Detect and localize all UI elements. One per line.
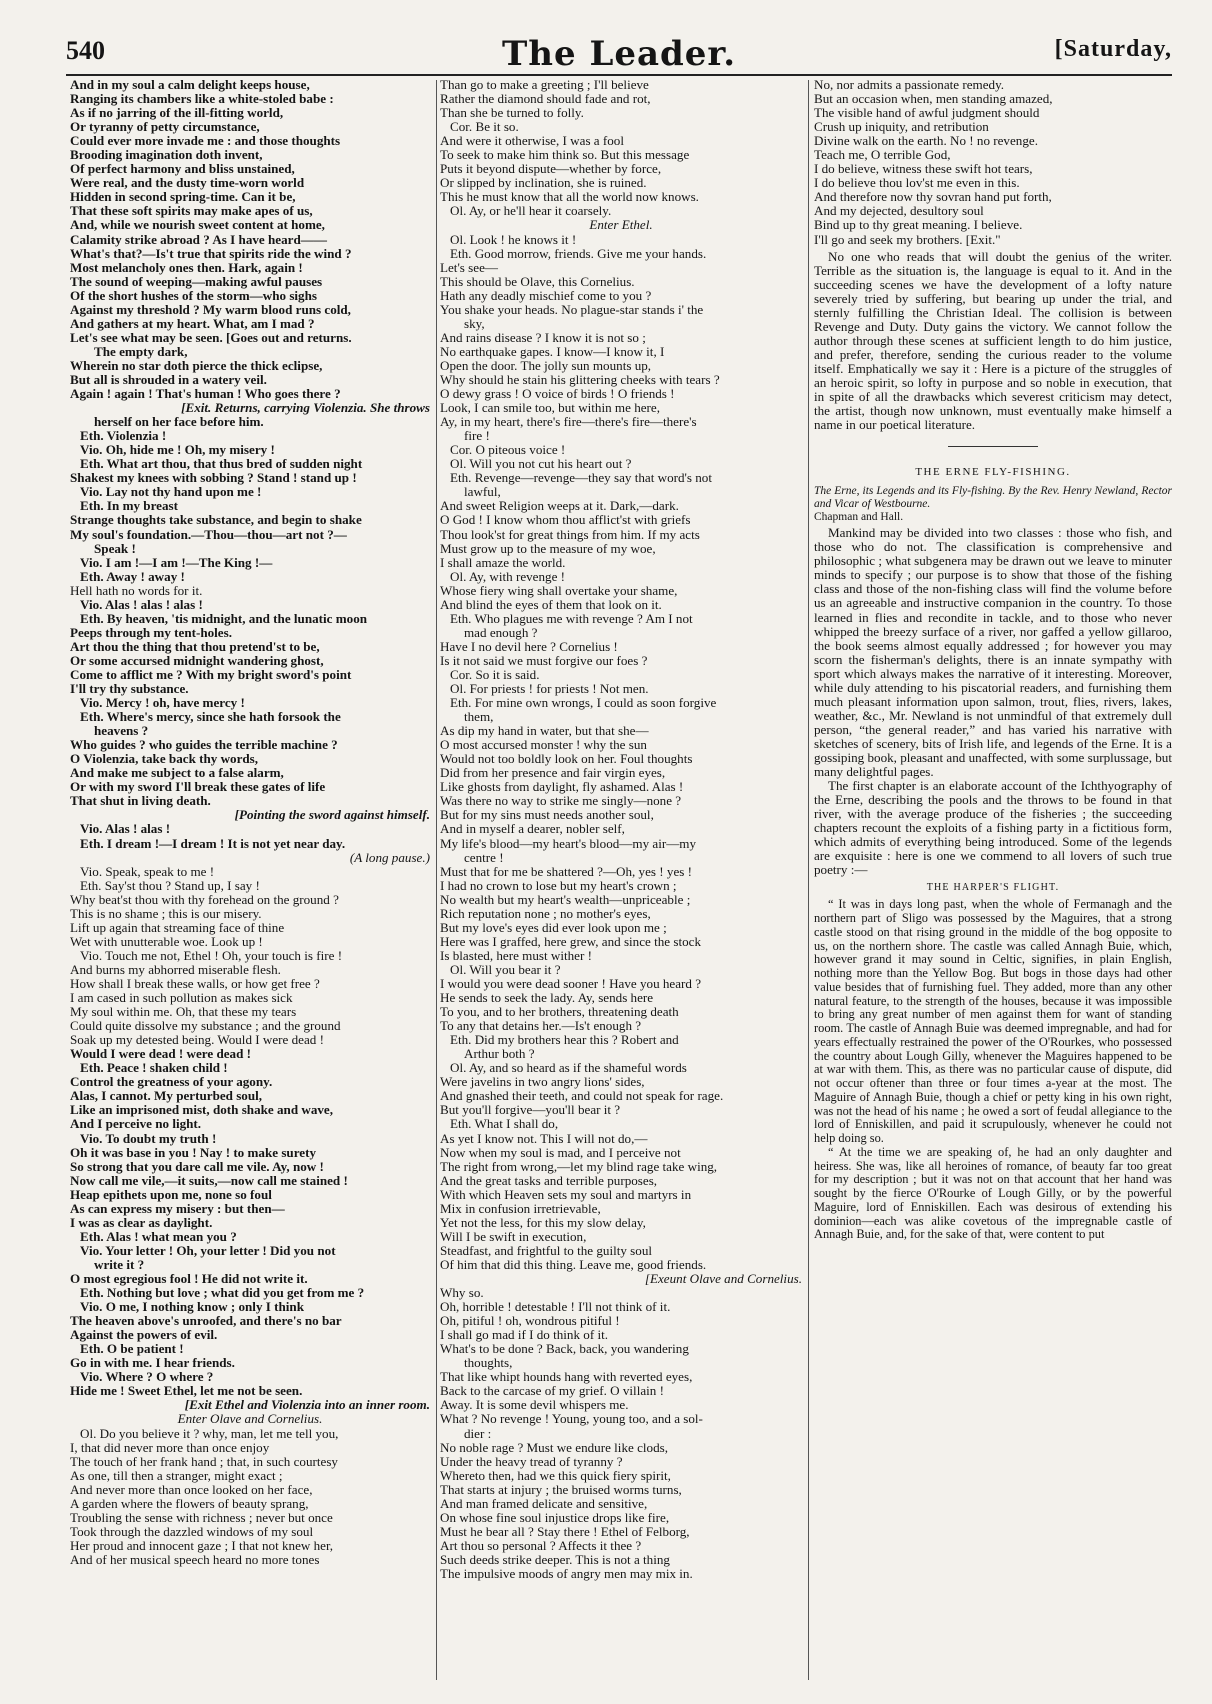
verse-line: The heaven above's unroofed, and there's no bar bbox=[70, 1314, 342, 1329]
verse-line: No earthquake gapes. I know—I know it, I bbox=[440, 344, 665, 359]
verse-line: Of him that did this thing. Leave me, good friends. bbox=[440, 1257, 707, 1272]
verse-line: dier : bbox=[464, 1426, 492, 1441]
verse-line: them, bbox=[464, 710, 494, 725]
verse-line: This is no shame ; this is our misery. bbox=[70, 906, 262, 921]
verse-line: As can express my misery : but then— bbox=[70, 1201, 285, 1216]
verse-line: But you'll forgive—you'll bear it ? bbox=[440, 1103, 621, 1118]
verse-line: Bind up to thy great meaning. I believe. bbox=[814, 218, 1023, 233]
verse-line: mad enough ? bbox=[464, 625, 538, 640]
verse-line: Or with my sword I'll break these gates of life bbox=[70, 780, 326, 795]
verse-line: I'll try thy substance. bbox=[70, 682, 189, 697]
verse-line: Ay, in my heart, there's fire—there's fire—there's bbox=[440, 415, 697, 430]
verse-line: I do believe thou lov'st me even in this. bbox=[814, 176, 1020, 191]
verse-line: Eth. Who plagues me with revenge ? Am I not bbox=[450, 611, 693, 626]
verse-line: That like whipt hounds hang with reverted eyes, bbox=[440, 1370, 693, 1385]
verse-line: Eth. What art thou, that thus bred of sudden night bbox=[80, 457, 363, 472]
verse-line: O most accursed monster ! why the sun bbox=[440, 738, 647, 753]
verse-line: Against my threshold ? My warm blood runs cold, bbox=[70, 302, 351, 317]
verse-line: Were real, and the dusty time-worn world bbox=[70, 176, 305, 191]
verse-line: Eth. Alas ! what mean you ? bbox=[80, 1229, 237, 1244]
verse-line: Eth. For mine own wrongs, I could as soon forgive bbox=[450, 696, 717, 711]
verse-line: But an occasion when, men standing amazed, bbox=[814, 92, 1053, 107]
verse-line: Vio. I am !—I am !—The King !— bbox=[80, 555, 273, 570]
verse-line: Vio. Mercy ! oh, have mercy ! bbox=[80, 696, 245, 711]
verse-line: Come to afflict me ? With my bright sword's point bbox=[70, 667, 352, 682]
verse-line: I do believe, witness these swift hot tears, bbox=[814, 162, 1033, 177]
verse-line: Must that for me be shattered ?—Oh, yes ! yes ! bbox=[440, 864, 692, 879]
verse-line: As one, till then a stranger, might exact ; bbox=[70, 1468, 283, 1483]
verse-line: Eth. What I shall do, bbox=[450, 1117, 559, 1132]
column-middle-verse bbox=[440, 78, 802, 1581]
verse-line: Oh it was base in you ! Nay ! to make surety bbox=[70, 1145, 316, 1160]
verse-line: O Violenzia, take back thy words, bbox=[70, 752, 259, 767]
verse-line: Ol. Will you bear it ? bbox=[450, 962, 561, 977]
verse-line: write it ? bbox=[94, 1257, 145, 1272]
verse-line: And blind the eyes of them that look on it. bbox=[440, 597, 662, 612]
verse-line: The visible hand of awful judgment should bbox=[814, 106, 1040, 121]
verse-line: Have I no devil here ? Cornelius ! bbox=[440, 639, 618, 654]
verse-line: Vio. Alas ! alas ! bbox=[80, 822, 171, 837]
verse-line: Troubling the sense with richness ; never but once bbox=[70, 1510, 333, 1525]
verse-line: Would I were dead ! were dead ! bbox=[70, 1047, 252, 1062]
section-divider bbox=[948, 446, 1038, 447]
verse-line: And never more than once looked on her face, bbox=[70, 1482, 313, 1497]
verse-line: Peeps through my tent-holes. bbox=[70, 625, 232, 640]
verse-line: But my love's eyes did ever look upon me ; bbox=[440, 920, 667, 935]
verse-line: Vio. Your letter ! Oh, your letter ! Did you not bbox=[80, 1243, 336, 1258]
verse-line: Vio. Where ? O where ? bbox=[80, 1370, 214, 1385]
verse-line: I had no crown to lose but my heart's crown ; bbox=[440, 878, 677, 893]
verse-line: Let's see what may be seen. [Goes out and returns. bbox=[70, 330, 352, 345]
verse-line: And the great tasks and terrible purposes, bbox=[440, 1173, 658, 1188]
verse-line: That shut in living death. bbox=[70, 794, 211, 809]
verse-line: But for my sins must needs another soul, bbox=[440, 808, 654, 823]
verse-line: Strange thoughts take substance, and begin to shake bbox=[70, 513, 362, 528]
verse-line: fire ! bbox=[464, 429, 490, 444]
verse-line: Eth. Nothing but love ; what did you get from me ? bbox=[80, 1286, 365, 1301]
verse-line: Eth. I dream !—I dream ! It is not yet near day. bbox=[80, 836, 346, 851]
verse-line: I shall go mad if I do think of it. bbox=[440, 1328, 609, 1343]
verse-line: centre ! bbox=[464, 850, 504, 865]
verse-line: Wet with unutterable woe. Look up ! bbox=[70, 934, 263, 949]
verse-line: To any that detains her.—Is't enough ? bbox=[440, 1019, 642, 1034]
verse-line: Of the short hushes of the storm—who sighs bbox=[70, 288, 317, 303]
verse-line: Wherein no star doth pierce the thick eclipse, bbox=[70, 358, 323, 373]
verse-line: Vio. Oh, hide me ! Oh, my misery ! bbox=[80, 443, 275, 458]
verse-line: Why should he stain his glittering cheeks with tears ? bbox=[440, 372, 720, 387]
verse-conclusion bbox=[814, 78, 1172, 247]
verse-line: Is blasted, here must wither ! bbox=[440, 948, 592, 963]
verse-line: And gnashed their teeth, and could not speak for rage. bbox=[440, 1089, 724, 1104]
verse-line: And therefore now thy sovran hand put forth, bbox=[814, 190, 1052, 205]
verse-line: To you, and to her brothers, threatening death bbox=[440, 1005, 679, 1020]
verse-line: This should be Olave, this Cornelius. bbox=[440, 274, 635, 289]
verse-line: The sound of weeping—making awful pauses bbox=[70, 274, 323, 289]
verse-line: Vio. Speak, speak to me ! bbox=[80, 864, 215, 879]
verse-line: Eth. Revenge—revenge—they say that word's not bbox=[450, 471, 712, 486]
verse-line: Was there no way to strike me singly—none ? bbox=[440, 794, 682, 809]
verse-line: Against the powers of evil. bbox=[70, 1328, 218, 1343]
verse-line: And of her musical speech heard no more tones bbox=[70, 1552, 320, 1567]
verse-line: Calamity strike abroad ? As I have heard—— bbox=[70, 232, 327, 247]
masthead-title: The Leader. bbox=[501, 34, 737, 74]
verse-line: Were javelins in two angry lions' sides, bbox=[440, 1075, 645, 1090]
verse-line: O most egregious fool ! He did not write it. bbox=[70, 1271, 308, 1286]
verse-line: To seek to make him think so. But this message bbox=[440, 148, 690, 163]
verse-line: Or tyranny of petty circumstance, bbox=[70, 120, 260, 135]
verse-line: Eth. Good morrow, friends. Give me your hands. bbox=[450, 246, 707, 261]
verse-line: Steadfast, and frightful to the guilty soul bbox=[440, 1243, 653, 1258]
verse-line: Vio. To doubt my truth ! bbox=[80, 1131, 217, 1146]
verse-line: Hell hath no words for it. bbox=[70, 583, 203, 598]
verse-line: thoughts, bbox=[464, 1356, 513, 1371]
verse-line: Arthur both ? bbox=[464, 1047, 535, 1062]
verse-line: So strong that you dare call me vile. Ay, now ! bbox=[70, 1159, 324, 1174]
verse-line: Alas, I cannot. My perturbed soul, bbox=[70, 1089, 263, 1104]
verse-line: What's that?—Is't true that spirits ride the wind ? bbox=[70, 246, 352, 261]
verse-line: Speak ! bbox=[94, 541, 136, 556]
verse-line: The impulsive moods of angry men may mix in. bbox=[440, 1566, 693, 1581]
review-paragraph: No one who reads that will doubt the genius of the writer. Terrible as the situation is, the language is equal to it. And in the succeeding scenes we have the development of a lofty nature severely tried by suffering, but bearing up under the trial, and sternly fulfilling the Christian Ideal. The collision is between Revenge and Duty. Duty gains the victory. We cannot follow the author through these scenes at sufficient length to do him justice, and prefer, therefore, sending the curious reader to the volume itself. Emphatically we say it : Here is a picture of the struggles of an heroic spirit, so lofty in purpose and so noble in execution, that in spite of all the drawbacks which severest criticism may detect, the artist, though now unknown, must eventually make himself a name in our poetical literature. bbox=[814, 248, 1172, 433]
verse-line: Cor. So it is said. bbox=[450, 667, 540, 682]
verse-line: And, while we nourish sweet content at home, bbox=[70, 218, 325, 233]
verse-line: O dewy grass ! O voice of birds ! O friends ! bbox=[440, 387, 675, 402]
verse-line: With which Heaven sets my soul and martyrs in bbox=[440, 1187, 692, 1202]
verse-line: Could quite dissolve my substance ; and the ground bbox=[70, 1019, 341, 1034]
verse-line: herself on her face before him. bbox=[94, 415, 264, 430]
verse-line: The touch of her frank hand ; that, in such courtesy bbox=[70, 1454, 338, 1469]
column-divider-1 bbox=[436, 80, 437, 1680]
verse-line: What ? No revenge ! Young, young too, and a sol- bbox=[440, 1412, 703, 1427]
verse-line: I'll go and seek my brothers. [Exit." bbox=[814, 232, 1001, 247]
verse-line: Look, I can smile too, but within me here, bbox=[440, 401, 660, 416]
verse-line: Divine walk on the earth. No ! no revenge. bbox=[814, 134, 1038, 149]
verse-line: Like ghosts from daylight, fly ashamed. Alas ! bbox=[440, 780, 684, 795]
verse-line: Back to the carcase of my grief. O villain ! bbox=[440, 1384, 664, 1399]
verse-line: Mix in confusion irretrievable, bbox=[440, 1201, 601, 1216]
verse-line: (A long pause.) bbox=[349, 850, 430, 865]
verse-line: Eth. Say'st thou ? Stand up, I say ! bbox=[80, 878, 260, 893]
verse-line: Did from her presence and fair virgin eyes, bbox=[440, 766, 666, 781]
verse-line: Open the door. The jolly sun mounts up, bbox=[440, 358, 652, 373]
legend-paragraph-2: “ At the time we are speaking of, he had an only daughter and heiress. She was, like all heroines of romance, of beauty far too great for my description ; but it was not on that account that her hand was sought by the fierce O'Rourke of Lough Gilly, or by the powerful Maguire, lord of Enniskillen. Each was desirous of extending his dominion—each was alike covetous of the impregnable castle of Annagh Buie, and, for the sake of that, were content to put bbox=[814, 1144, 1172, 1242]
verse-line: And sweet Religion weeps at it. Dark,—dark. bbox=[440, 499, 679, 514]
verse-line: [Exit Ethel and Violenzia into an inner room. bbox=[184, 1398, 430, 1413]
verse-line: As dip my hand in water, but that she— bbox=[440, 724, 649, 739]
page-number: 540 bbox=[66, 36, 105, 65]
verse-line: My life's blood—my heart's blood—my air—my bbox=[440, 836, 697, 851]
verse-line: Whose fiery wing shall overtake your shame, bbox=[440, 583, 678, 598]
verse-line: And in my soul a calm delight keeps house, bbox=[70, 78, 310, 92]
verse-line: Must he bear all ? Stay there ! Ethel of Felborg, bbox=[440, 1524, 690, 1539]
verse-line: But all is shrouded in a watery veil. bbox=[70, 372, 267, 387]
verse-line: Whereto then, had we this quick fiery spirit, bbox=[440, 1468, 671, 1483]
verse-line: That these soft spirits may make apes of us, bbox=[70, 204, 313, 219]
verse-line: Ol. Ay, and so heard as if the shameful words bbox=[450, 1061, 687, 1076]
verse-line: Ol. For priests ! for priests ! Not men. bbox=[450, 682, 649, 697]
verse-line: Vio. Lay not thy hand upon me ! bbox=[80, 485, 262, 500]
verse-line: Eth. By heaven, 'tis midnight, and the lunatic moon bbox=[80, 611, 368, 626]
verse-line: And burns my abhorred miserable flesh. bbox=[70, 962, 281, 977]
verse-line: I was as clear as daylight. bbox=[70, 1215, 213, 1230]
verse-line: Rather the diamond should fade and rot, bbox=[440, 92, 651, 107]
verse-line: A garden where the flowers of beauty sprang, bbox=[70, 1496, 309, 1511]
verse-line: And I perceive no light. bbox=[70, 1117, 202, 1132]
verse-line: Brooding imagination doth invent, bbox=[70, 148, 263, 163]
column-right bbox=[814, 78, 1172, 1242]
legend-title: THE HARPER'S FLIGHT. bbox=[926, 882, 1060, 894]
verse-line: Vio. Alas ! alas ! alas ! bbox=[80, 597, 203, 612]
verse-line: Than go to make a greeting ; I'll believe bbox=[440, 78, 649, 92]
verse-line: Enter Olave and Cornelius. bbox=[177, 1412, 323, 1427]
verse-line: Ol. Look ! he knows it ! bbox=[450, 232, 577, 247]
verse-line: Eth. In my breast bbox=[80, 499, 178, 514]
verse-line: Hidden in second spring-time. Can it be, bbox=[70, 190, 296, 205]
verse-line: Heap epithets upon me, none so foul bbox=[70, 1187, 272, 1202]
verse-line: Of perfect harmony and bliss unstained, bbox=[70, 162, 295, 177]
verse-line: Thou look'st for great things from him. If my acts bbox=[440, 527, 700, 542]
verse-line: How shall I break these walls, or how get free ? bbox=[70, 977, 320, 991]
verse-line: Again ! again ! That's human ! Who goes there ? bbox=[70, 387, 341, 402]
verse-line: Must grow up to the measure of my woe, bbox=[440, 541, 656, 556]
verse-line: Art thou the thing that thou pretend'st to be, bbox=[70, 639, 320, 654]
header-rule bbox=[66, 74, 1172, 76]
verse-line: Lift up again that streaming face of thine bbox=[70, 920, 285, 935]
verse-line: [Exit. Returns, carrying Violenzia. She throws bbox=[181, 401, 430, 416]
verse-line: Teach me, O terrible God, bbox=[814, 148, 951, 163]
verse-line: And were it otherwise, I was a fool bbox=[440, 134, 624, 149]
verse-line: As if no jarring of the ill-fitting world, bbox=[70, 106, 284, 121]
verse-line: Vio. O me, I nothing know ; only I think bbox=[80, 1300, 304, 1315]
verse-line: Most melancholy ones then. Hark, again ! bbox=[70, 260, 303, 275]
verse-line: Here was I graffed, here grew, and since the stock bbox=[440, 934, 702, 949]
verse-line: Ol. Ay, with revenge ! bbox=[450, 569, 566, 584]
verse-line: And man framed delicate and sensitive, bbox=[440, 1496, 648, 1511]
verse-line: My soul within me. Oh, that these my tears bbox=[70, 1005, 297, 1020]
verse-line: Eth. Where's mercy, since she hath forsook the bbox=[80, 710, 341, 725]
verse-line: And in myself a dearer, nobler self, bbox=[440, 822, 625, 837]
issue-day: [Saturday, bbox=[1054, 36, 1172, 62]
verse-line: And rains disease ? I know it is not so ; bbox=[440, 330, 646, 345]
verse-line: heavens ? bbox=[94, 724, 149, 739]
verse-line: You shake your heads. No plague-star stands i' the bbox=[440, 302, 704, 317]
verse-line: Puts it beyond dispute—whether by force, bbox=[440, 162, 662, 177]
column-divider-2 bbox=[808, 80, 809, 1680]
verse-line: Ol. Do you believe it ? why, man, let me tell you, bbox=[80, 1426, 339, 1441]
verse-line: Cor. Be it so. bbox=[450, 120, 519, 135]
verse-line: Rich reputation none ; no mother's eyes, bbox=[440, 906, 651, 921]
verse-line: Enter Ethel. bbox=[589, 218, 653, 233]
verse-line: Hide me ! Sweet Ethel, let me not be seen. bbox=[70, 1384, 303, 1399]
verse-line: Eth. Peace ! shaken child ! bbox=[80, 1061, 228, 1076]
verse-line: sky, bbox=[464, 316, 485, 331]
verse-line: Now when my soul is mad, and I perceive not bbox=[440, 1145, 681, 1160]
verse-line: On whose fine soul injustice drops like fire, bbox=[440, 1510, 670, 1525]
article-paragraph-1: Mankind may be divided into two classes : those who fish, and those who do not. The classification is comprehensive and philosophic ; what subgenera may be drawn out we leave to minuter minds to specify ; our purpose is to show that those of the fishing class and those of the non-fishing class will find the volume before us an agreeable and instructive companion in the country. To those learned in flies and recondite in tackle, and to those who never whipped the breezy surface of a river, nor gaffed a yellow gillaroo, the book seems almost equally addressed ; for however you may scorn the fisherman's delights, there is an innate sympathy with sport which always makes the narrative of it interesting. Moreover, while duly attending to his piscatorial readers, and furnishing them much pleasant information upon salmon, trout, flies, rivers, lakes, weather, &c., Mr. Newland is not unmindful of that extremely dull person, “the general reader,” and has varied his narrative with sketches of scenery, bits of Irish life, and legends of the Erne. It is a gossiping book, pleasant and unaffected, with some surplussage, but many delightful pages. bbox=[814, 525, 1172, 780]
verse-line: [Exeunt Olave and Cornelius. bbox=[644, 1271, 802, 1286]
verse-line: No wealth but my heart's wealth—unpriceable ; bbox=[440, 892, 691, 907]
verse-line: Eth. Did my brothers hear this ? Robert and bbox=[450, 1033, 679, 1048]
verse-line: Hath any deadly mischief come to you ? bbox=[440, 288, 652, 303]
verse-line: Control the greatness of your agony. bbox=[70, 1075, 273, 1090]
article-title: THE ERNE FLY-FISHING. bbox=[915, 466, 1071, 479]
verse-line: Soak up my detested being. Would I were dead ! bbox=[70, 1033, 324, 1048]
verse-line: And my dejected, desultory soul bbox=[814, 204, 984, 219]
verse-line: Who guides ? who guides the terrible machine ? bbox=[70, 738, 338, 753]
verse-line: And gathers at my heart. What, am I mad ? bbox=[70, 316, 315, 331]
verse-line: That starts at injury ; the bruised worms turns, bbox=[440, 1482, 682, 1497]
verse-line: I shall amaze the world. bbox=[440, 555, 566, 570]
verse-line: No noble rage ? Must we endure like clods, bbox=[440, 1440, 668, 1455]
verse-line: Yet not the less, for this my slow delay, bbox=[440, 1215, 646, 1230]
page-header bbox=[66, 34, 1172, 76]
verse-line: Away. It is some devil whispers me. bbox=[440, 1398, 629, 1413]
verse-line: Ranging its chambers like a white-stoled babe : bbox=[70, 92, 334, 107]
verse-line: What's to be done ? Back, back, you wandering bbox=[440, 1342, 689, 1357]
verse-line: [Pointing the sword against himself. bbox=[234, 808, 430, 823]
verse-line: Oh, horrible ! detestable ! I'll not think of it. bbox=[440, 1300, 671, 1315]
verse-line: Eth. Away ! away ! bbox=[80, 569, 185, 584]
verse-line: Her proud and innocent gaze ; I that not knew her, bbox=[70, 1538, 334, 1553]
column-left-verse bbox=[70, 78, 430, 1567]
verse-line: The empty dark, bbox=[94, 344, 188, 359]
verse-line: Will I be swift in execution, bbox=[440, 1229, 587, 1244]
verse-line: Shakest my knees with sobbing ? Stand ! stand up ! bbox=[70, 471, 357, 486]
verse-line: Is it not said we must forgive our foes ? bbox=[440, 653, 648, 668]
verse-line: Art thou so personal ? Affects it thee ? bbox=[440, 1538, 642, 1553]
verse-line: Oh, pitiful ! oh, wondrous pitiful ! bbox=[440, 1314, 620, 1329]
verse-line: I, that did never more than once enjoy bbox=[70, 1440, 270, 1455]
verse-line: Crush up iniquity, and retribution bbox=[814, 120, 989, 135]
verse-line: Vio. Touch me not, Ethel ! Oh, your touch is fire ! bbox=[80, 948, 343, 963]
verse-line: The right from wrong,—let my blind rage take wing, bbox=[440, 1159, 718, 1174]
verse-line: lawful, bbox=[464, 485, 501, 500]
verse-line: Go in with me. I hear friends. bbox=[70, 1356, 235, 1371]
legend-paragraph-1: “ It was in days long past, when the whole of Fermanagh and the northern part of Sligo was possessed by the Maguires, that a strong castle stood on that rising ground in the middle of the bog opposite to us, on the northern shore. The castle was called Annagh Buie, which, however grand it may sound in Celtic, signifies, in plain English, nothing more than the Yellow Bog. But bogs in those days had other value besides that of furnishing fuel. They added, more than any other natural feature, to the strength of the houses, because it was impossible to bring any great number of men against them for want of standing room. The castle of Annagh Buie was deemed impregnable, and had for years effectually restrained the power of the O'Rourkes, who possessed the country about Lough Gilly, whenever the Maguires happened to be at war with them. This, as there was no particular cause of dispute, did not occur oftener than three or four times a-year at the most. The Maguire of Annagh Buie, though a chief or petty king in his own right, was not the head of his name ; he owed a sort of feudal allegiance to the lord of Enniskillen, and paid it scrupulously, whenever he could not help doing so. bbox=[814, 897, 1172, 1146]
verse-line: Under the heavy tread of tyranny ? bbox=[440, 1454, 623, 1469]
verse-line: Took through the dazzled windows of my soul bbox=[70, 1524, 314, 1539]
article-paragraph-2: The first chapter is an elaborate account of the Ichthyography of the Erne, describing the pools and the throws to be found in that river, with the average produce of the fisheries ; the succeeding chapters recount the exploits of a fishing party in a fictitious form, which admits of everything being introduced. Some of the legends are exquisite : here is one we commend to all lovers of such true poetry :— bbox=[814, 778, 1172, 878]
verse-line: I am cased in such pollution as makes sick bbox=[70, 991, 293, 1006]
verse-line: Cor. O piteous voice ! bbox=[450, 443, 566, 458]
verse-line: Why beat'st thou with thy forehead on the ground ? bbox=[70, 892, 339, 907]
verse-line: No, nor admits a passionate remedy. bbox=[814, 78, 1005, 92]
verse-line: Let's see— bbox=[440, 260, 498, 275]
verse-line: He sends to seek the lady. Ay, sends here bbox=[440, 991, 654, 1006]
verse-line: Now call me vile,—it suits,—now call me stained ! bbox=[70, 1173, 348, 1188]
verse-line: Or some accursed midnight wandering ghost, bbox=[70, 653, 324, 668]
verse-line: Such deeds strike deeper. This is not a thing bbox=[440, 1552, 670, 1567]
verse-line: Eth. Violenzia ! bbox=[80, 429, 167, 444]
verse-line: Would not too boldly look on her. Foul thoughts bbox=[440, 752, 693, 767]
verse-line: As yet I know not. This I will not do,— bbox=[440, 1131, 648, 1146]
verse-line: Like an imprisoned mist, doth shake and wave, bbox=[70, 1103, 334, 1118]
verse-line: O God ! I know whom thou afflict'st with griefs bbox=[440, 513, 691, 528]
verse-line: Ol. Will you not cut his heart out ? bbox=[450, 457, 632, 472]
verse-line: Why so. bbox=[440, 1286, 484, 1301]
verse-line: Ol. Ay, or he'll hear it coarsely. bbox=[450, 204, 612, 219]
verse-line: Could ever more invade me : and those thoughts bbox=[70, 134, 341, 149]
verse-line: I would you were dead sooner ! Have you heard ? bbox=[440, 977, 702, 991]
verse-line: My soul's foundation.—Thou—thou—art not ?— bbox=[70, 527, 347, 542]
verse-line: Or slipped by inclination, she is ruined. bbox=[440, 176, 647, 191]
verse-line: This he must know that all the world now knows. bbox=[440, 190, 699, 205]
publisher: Chapman and Hall. bbox=[814, 511, 904, 524]
verse-line: Eth. O be patient ! bbox=[80, 1342, 184, 1357]
verse-line: And make me subject to a false alarm, bbox=[70, 766, 284, 781]
book-reference: The Erne, its Legends and its Fly-fishing. By the Rev. Henry Newland, Rector and Vicar of Westbourne. bbox=[814, 485, 1172, 511]
verse-line: Than she be turned to folly. bbox=[440, 106, 584, 121]
